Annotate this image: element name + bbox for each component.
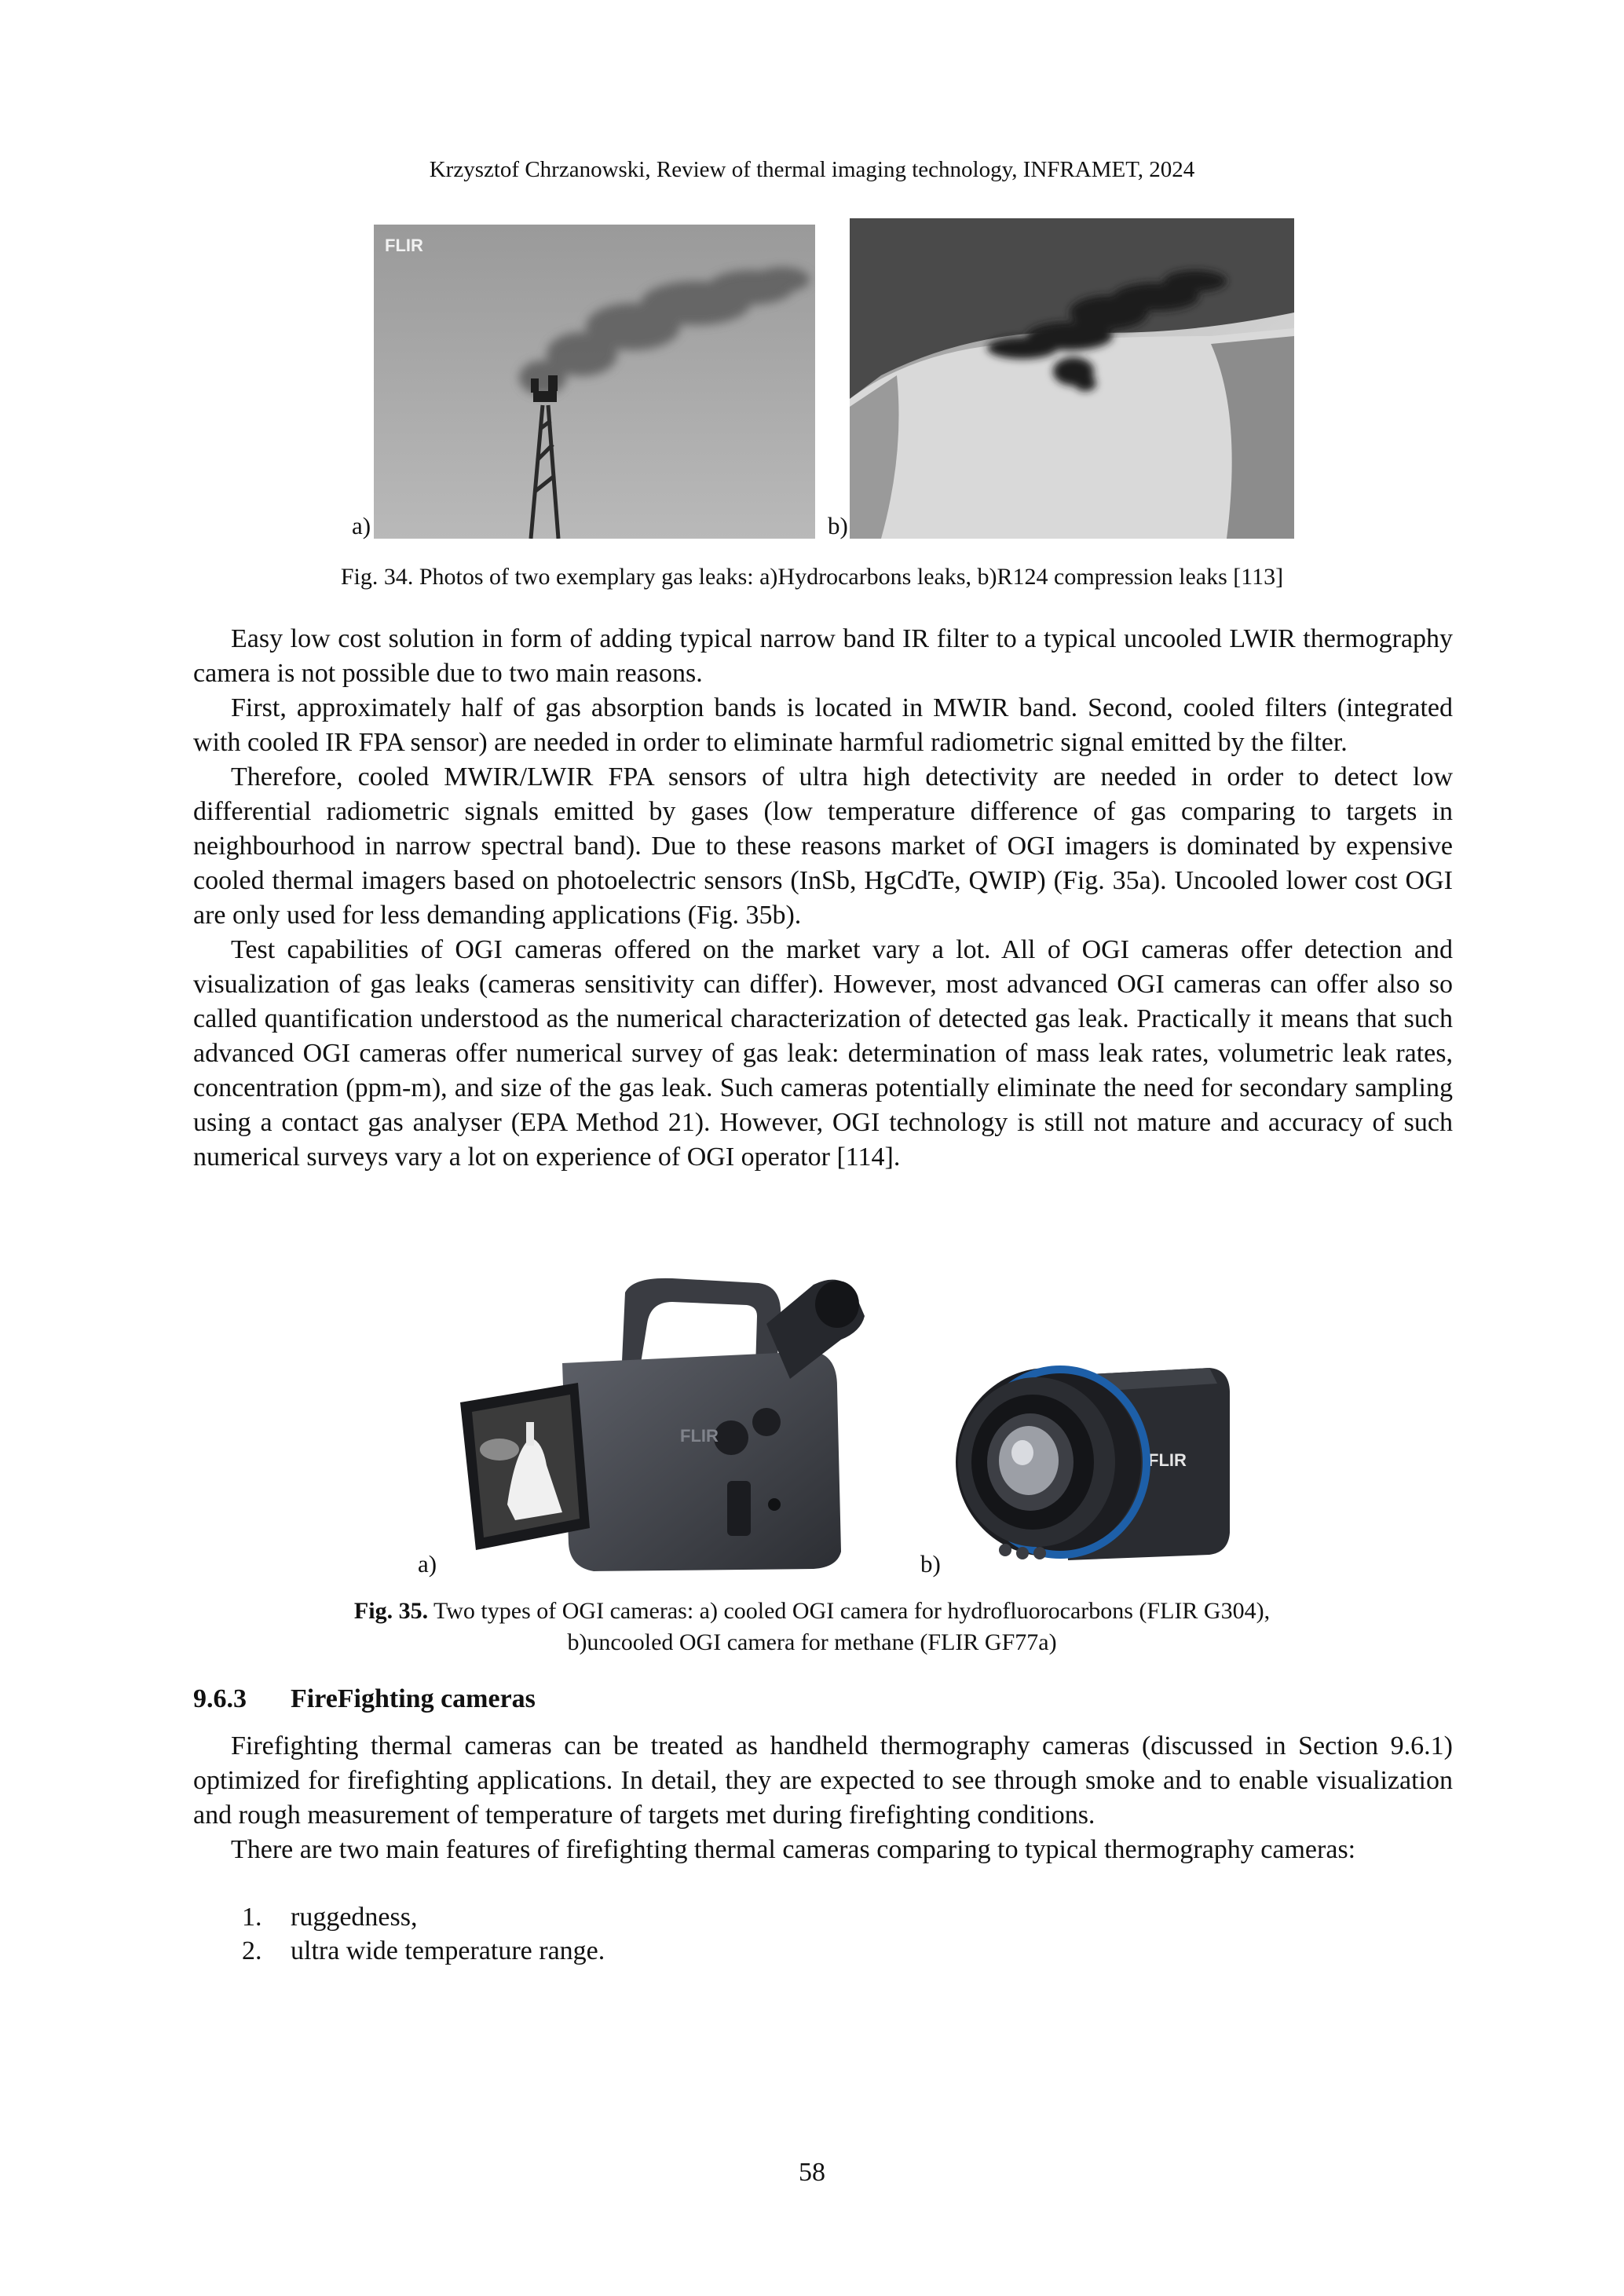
fig35-panel-a-photo: [444, 1269, 908, 1575]
paragraph: Easy low cost solution in form of adding typical narrow band IR filter to a typical uncooled LWIR thermography camera is not possible due to two main reasons.: [193, 624, 1453, 688]
section-heading: [193, 1682, 536, 1717]
fig34-panel-a-photo: [374, 225, 815, 539]
fig34-panel-b-photo: [850, 218, 1294, 539]
fig34-label-b: b): [828, 512, 848, 539]
body-text-block-1: [193, 622, 1453, 1175]
list-item: 2. ultra wide temperature range.: [242, 1936, 605, 1965]
body-text-block-2: [193, 1729, 1453, 1867]
paragraph: There are two main features of firefighting thermal cameras comparing to typical thermography cameras:: [231, 1835, 1356, 1864]
fig35-caption-line1: Two types of OGI cameras: a) cooled OGI camera for hydrofluorocarbons (FLIR G304),: [428, 1598, 1271, 1624]
paragraph: Firefighting thermal cameras can be treated as handheld thermography cameras (discussed in Section 9.6.1) optimized for firefighting applications. In detail, they are expected to see through smoke and to enable visualization and rough measurement of temperature of targets met during firefighting conditions.: [193, 1731, 1453, 1830]
fig35-caption-label: Fig. 35.: [353, 1598, 429, 1624]
fig35-caption: [0, 1596, 1624, 1658]
fig34-caption: Fig. 34. Photos of two exemplary gas leaks: a)Hydrocarbons leaks, b)R124 compression leaks [113]: [340, 564, 1284, 590]
paragraph: Therefore, cooled MWIR/LWIR FPA sensors of ultra high detectivity are needed in order to detect low differential radiometric signals emitted by gases (low temperature difference of gas comparing to targets in neighbourhood in narrow spectral band). Due to these reasons market of OGI imagers is dominated by expensive cooled thermal imagers based on photoelectric sensors (InSb, HgCdTe, QWIP) (Fig. 35a). Uncooled lower cost OGI are only used for less demanding applications (Fig. 35b).: [193, 762, 1453, 930]
list-item: 1. ruggedness,: [242, 1903, 418, 1932]
fig35b-flir-logo: FLIR: [1148, 1450, 1187, 1470]
section-number: 9.6.3: [193, 1684, 247, 1713]
fig35-panel-b-photo: [942, 1344, 1234, 1575]
fig35-caption-line2: b)uncooled OGI camera for methane (FLIR GF77a): [567, 1629, 1057, 1655]
running-header: Krzysztof Chrzanowski, Review of thermal imaging technology, INFRAMET, 2024: [429, 157, 1195, 182]
paragraph: First, approximately half of gas absorption bands is located in MWIR band. Second, cooled filters (integrated with cooled IR FPA sensor) are needed in order to eliminate harmful radiometric signal emitted by the filter.: [193, 693, 1453, 757]
fig35a-flir-logo: FLIR: [680, 1426, 719, 1446]
fig34-flir-logo: FLIR: [385, 236, 423, 255]
fig35-label-a: a): [418, 1550, 437, 1578]
section-title: FireFighting cameras: [291, 1684, 536, 1713]
fig35-label-b: b): [920, 1550, 941, 1578]
page-number: 58: [799, 2158, 825, 2187]
paragraph: Test capabilities of OGI cameras offered on the market vary a lot. All of OGI cameras offer detection and visualization of gas leaks (cameras sensitivity can differ). However, most advanced OGI cameras can offer also so called quantification understood as the numerical characterization of detected gas leak. Practically it means that such advanced OGI cameras offer numerical survey of gas leak: determination of mass leak rates, volumetric leak rates, concentration (ppm-m), and size of the gas leak. Such cameras potentially eliminate the need for secondary sampling using a contact gas analyser (EPA Method 21). However, OGI technology is still not mature and accuracy of such numerical surveys vary a lot on experience of OGI operator [114].: [193, 935, 1453, 1172]
feature-list: [193, 1900, 605, 1968]
fig34-label-a: a): [352, 512, 371, 539]
